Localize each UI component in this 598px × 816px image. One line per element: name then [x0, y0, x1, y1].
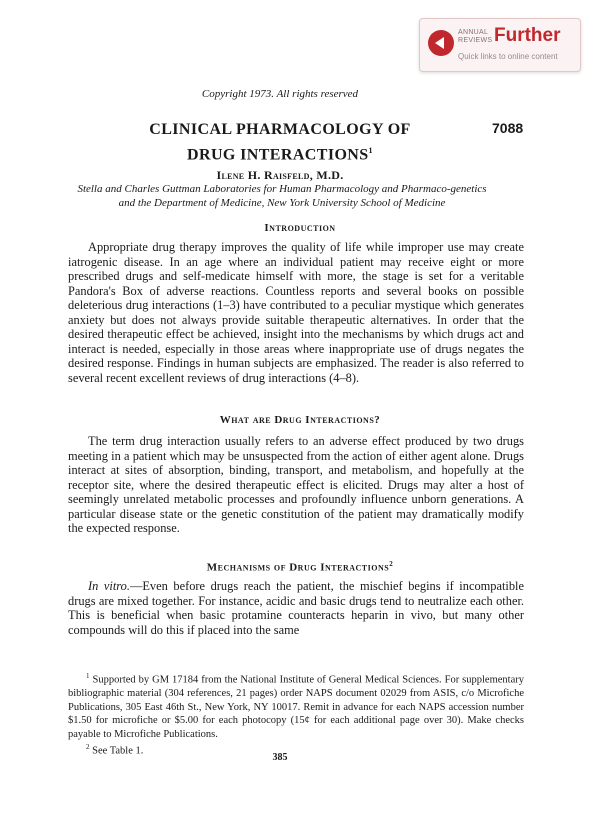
- author-name: Ilene H. Raisfeld, M.D.: [216, 168, 344, 182]
- heading-what-are-drug-interactions: What are Drug Interactions?: [219, 414, 381, 426]
- title-line-1: CLINICAL PHARMACOLOGY OF: [149, 121, 411, 138]
- author-affiliation: Stella and Charles Guttman Laboratories for Human Pharmacology and Pharmaco-genetics and the Department of Medicine, New York University School of Medicine: [77, 183, 487, 209]
- further-arrow-icon: [428, 30, 454, 56]
- heading-mechanisms-footnote-mark: 2: [389, 560, 394, 568]
- heading-introduction: Introduction: [264, 222, 336, 234]
- in-vitro-lead: In vitro.: [88, 579, 130, 593]
- footnote-1: [68, 670, 524, 741]
- paragraph-introduction: Appropriate drug therapy improves the quality of life while improper use may create iatrogenic disease. In an age where an individual patient may receive eight or more prescribed drugs and self-medicate himself with more, the stage is set for a veritable Pandora's Box of adverse reactions. Countless reports and several books on possible deleterious drug interactions (1–3) have contributed to a peculiar mystique which generates anxiety but does not always provide suitable therapeutic alternatives. In order that the desired therapeutic effect be achieved, insight into the mechanisms by which drugs act and interact is needed, especially in those areas where inappropriate use of drugs negates the desired response. Findings in human subjects are emphasized. The reader is also referred to several recent excellent reviews of drug interactions (4–8).: [68, 240, 524, 385]
- article-title: [100, 119, 460, 165]
- paragraph-what-are-drug-interactions: The term drug interaction usually refers to an adverse effect produced by two drugs meeting in a patient which may be unsuspected from the action of either agent alone. Drugs interact at sites of absorption, binding, transport, and metabolism, and hopefully at the receptor site, where the desired therapeutic effect is elicited. Drugs may alter a host of seemingly unrelated metabolic processes and profoundly influence unborn generations. A particular disease state or the genetic constitution of the patient may dramatically modify the expected response.: [68, 434, 524, 535]
- mechanisms-text: —Even before drugs reach the patient, the mischief begins if incompatible drugs are mixed together. For instance, acidic and basic drugs tend to neutralize each other. This is beneficial when basic protamine counteracts heparin in vivo, but many other compounds will do this if placed into the same: [68, 579, 524, 637]
- banner-annual-label: ANNUAL: [458, 29, 489, 36]
- banner-subtitle: Quick links to online content: [458, 52, 558, 61]
- footnote-2-text: See Table 1.: [92, 745, 144, 757]
- title-footnote-mark: 1: [368, 146, 373, 155]
- title-line-2: DRUG INTERACTIONS: [187, 146, 369, 164]
- heading-mechanisms: [60, 560, 540, 574]
- footnotes: [68, 670, 524, 758]
- footnote-1-text: Supported by GM 17184 from the National Institute of General Medical Sciences. For supplementary bibliographic material (304 references, 21 pages) order NAPS document 02029 from ASIS, c/o Microfiche Publications, 305 East 46th St., New York, NY 10017. Remit in advance for each NAPS accession number $1.50 for microfiche or $5.00 for each photocopy (15¢ for each additional page over 30). Make checks payable to Microfiche Publications.: [68, 674, 524, 740]
- manuscript-number: 7088: [492, 120, 524, 136]
- banner-further-label: Further: [494, 25, 561, 46]
- annual-reviews-further-banner[interactable]: [419, 18, 581, 72]
- banner-reviews-label: REVIEWS: [458, 37, 493, 44]
- page-number: 385: [272, 752, 288, 763]
- footnote-1-mark: 1: [86, 672, 90, 680]
- paragraph-mechanisms: [68, 579, 524, 637]
- heading-mechanisms-text: Mechanisms of Drug Interactions: [206, 561, 390, 574]
- copyright-notice: Copyright 1973. All rights reserved: [201, 88, 359, 100]
- footnote-2-mark: 2: [86, 743, 90, 751]
